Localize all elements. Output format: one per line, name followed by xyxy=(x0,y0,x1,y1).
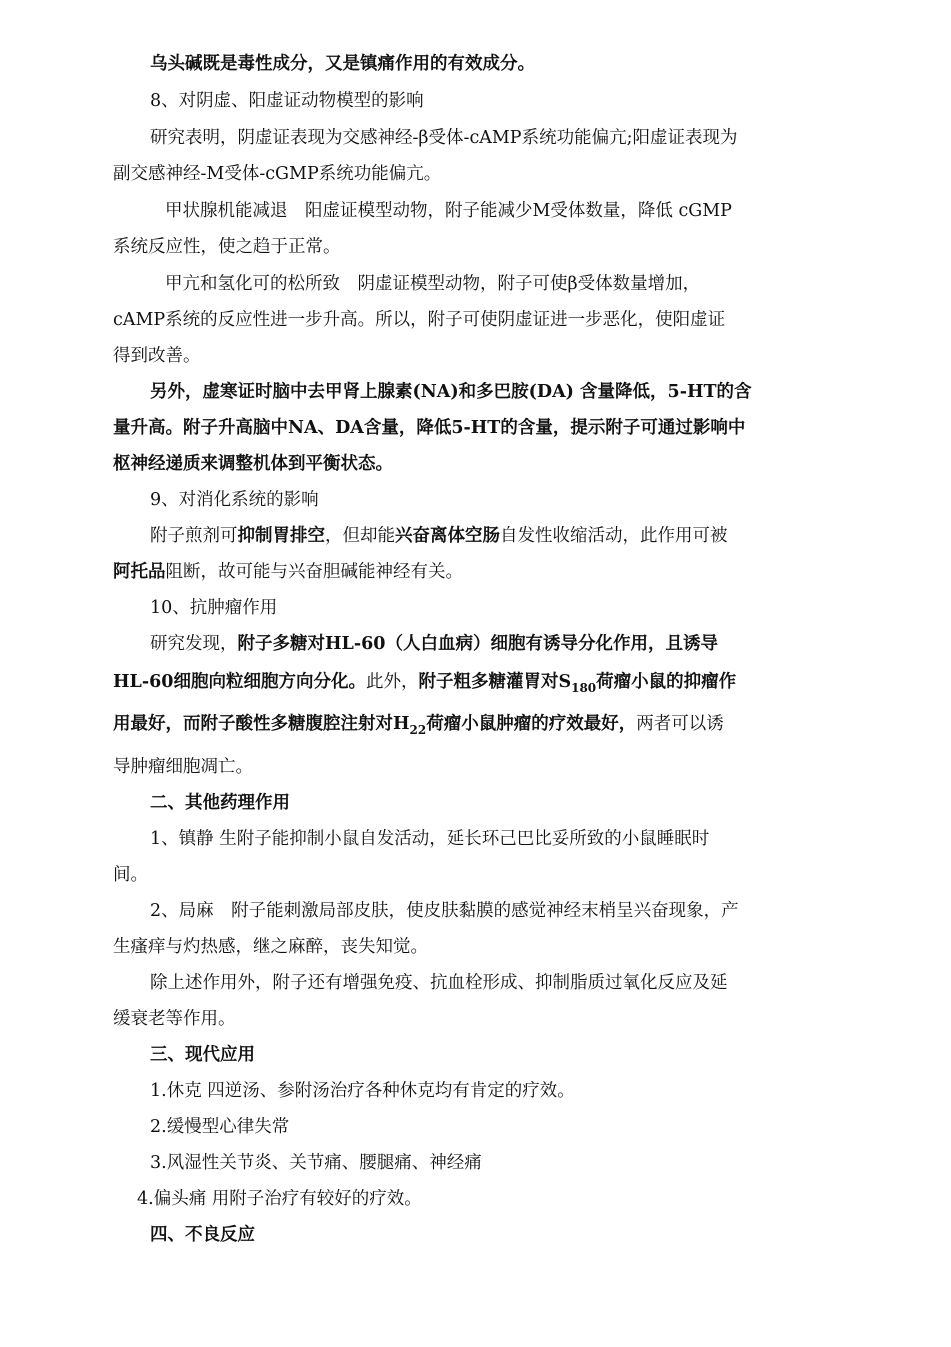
paragraph-line: 阿托品阻断，故可能与兴奋胆碱能神经有关。 xyxy=(113,562,463,582)
paragraph-line: 除上述作用外，附子还有增强免疫、抗血栓形成、抑制脂质过氧化反应及延 xyxy=(150,973,728,993)
list-item: 1.休克 四逆汤、参附汤治疗各种休克均有肯定的疗效。 xyxy=(150,1081,575,1101)
paragraph-line: 用最好，而附子酸性多糖腹腔注射对$H_{22}$荷瘤小鼠肿瘤的疗效最好，两者可以诱 xyxy=(113,714,724,737)
section-heading: 10、抗肿瘤作用 xyxy=(150,598,278,618)
list-item: 3.风湿性关节炎、关节痛、腰腿痛、神经痛 xyxy=(150,1153,482,1173)
paragraph-line: 系统反应性，使之趋于正常。 xyxy=(113,237,341,257)
paragraph-line: 甲状腺机能减退 阳虚证模型动物，附子能减少M受体数量，降低 cGMP xyxy=(165,201,732,221)
paragraph-line: 量升高。附子升高脑中NA、DA含量，降低5-HT的含量，提示附子可通过影响中 xyxy=(113,418,746,438)
paragraph-line: 乌头碱既是毒性成分，又是镇痛作用的有效成分。 xyxy=(150,54,535,74)
paragraph-line: HL-60细胞向粒细胞方向分化。此外，附子粗多糖灌胃对$S_{180}$荷瘤小鼠的抑瘤作 xyxy=(113,672,737,695)
paragraph-line: 副交感神经-M受体-cGMP系统功能偏亢。 xyxy=(113,164,442,184)
paragraph-line: 附子煎剂可抑制胃排空，但却能兴奋离体空肠自发性收缩活动，此作用可被 xyxy=(150,526,728,546)
paragraph-line: 甲亢和氢化可的松所致 阴虚证模型动物，附子可使β受体数量增加， xyxy=(165,274,701,294)
paragraph-line: 缓衰老等作用。 xyxy=(113,1009,236,1029)
paragraph-line: 研究发现，附子多糖对HL-60（人白血病）细胞有诱导分化作用，且诱导 xyxy=(150,634,718,654)
chapter-heading: 三、现代应用 xyxy=(150,1045,255,1065)
paragraph-line: 2、局麻 附子能刺激局部皮肤，使皮肤黏膜的感觉神经末梢呈兴奋现象，产 xyxy=(150,901,739,921)
section-heading: 9、对消化系统的影响 xyxy=(150,490,319,510)
list-item: 4.偏头痛 用附子治疗有较好的疗效。 xyxy=(137,1189,422,1209)
paragraph-line: 得到改善。 xyxy=(113,346,201,366)
paragraph-line: 另外，虚寒证时脑中去甲肾上腺素(NA)和多巴胺(DA) 含量降低，5-HT的含 xyxy=(150,382,752,402)
section-heading: 8、对阴虚、阳虚证动物模型的影响 xyxy=(150,91,424,111)
list-item: 2.缓慢型心律失常 xyxy=(150,1117,290,1137)
paragraph-line: 1、镇静 生附子能抑制小鼠自发活动，延长环己巴比妥所致的小鼠睡眠时 xyxy=(150,829,710,849)
chapter-heading: 二、其他药理作用 xyxy=(150,793,290,813)
chapter-heading: 四、不良反应 xyxy=(150,1225,255,1245)
paragraph-line: 枢神经递质来调整机体到平衡状态。 xyxy=(113,454,393,474)
paragraph-line: cAMP系统的反应性进一步升高。所以，附子可使阴虚证进一步恶化，使阳虚证 xyxy=(113,310,726,330)
paragraph-line: 生瘙痒与灼热感，继之麻醉，丧失知觉。 xyxy=(113,937,428,957)
paragraph-line: 研究表明，阴虚证表现为交感神经-β受体-cAMP系统功能偏亢;阳虚证表现为 xyxy=(150,128,738,148)
paragraph-line: 导肿瘤细胞凋亡。 xyxy=(113,757,253,777)
paragraph-line: 间。 xyxy=(113,865,148,885)
